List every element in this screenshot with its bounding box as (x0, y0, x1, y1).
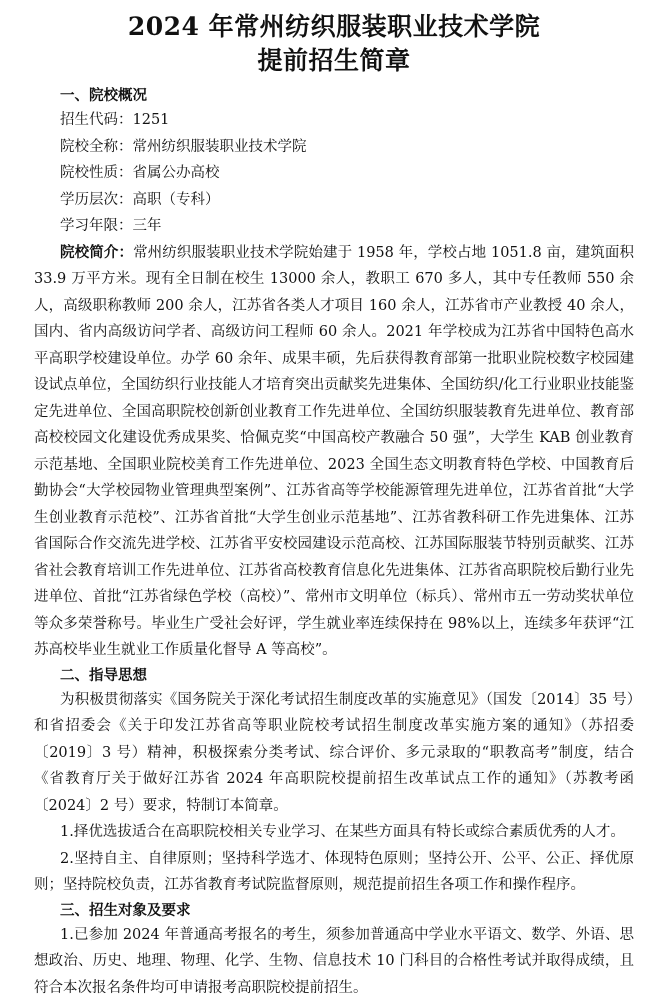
paragraph: 1.已参加 2024 年普通高考报名的考生，须参加普通高中学业水平语文、数学、外语、思想政治、历史、地理、物理、化学、生物、信息技术 10 门科目的合格性考试并取得成绩，且符合本次报名条件均可申请报考高职院校提前招生。 (34, 922, 634, 1001)
section-heading: 二、指导思想 (34, 664, 634, 687)
document-title-line1: 2024 年常州纺织服装职业技术学院 (34, 10, 634, 44)
section-heading: 三、招生对象及要求 (34, 899, 634, 922)
section-enrollment-requirements (34, 899, 634, 1001)
section-heading: 一、院校概况 (34, 84, 634, 107)
info-row-duration: 学习年限：三年 (34, 213, 634, 240)
paragraph: 2.坚持自主、自律原则；坚持科学选才、体现特色原则；坚持公开、公平、公正、择优原则；坚持院校负责，江苏省教育考试院监督原则，规范提前招生各项工作和操作程序。 (34, 846, 634, 899)
school-introduction (34, 240, 634, 664)
section-school-overview (34, 84, 634, 664)
paragraph: 1.择优选拔适合在高职院校相关专业学习、在某些方面具有特长或综合素质优秀的人才。 (34, 819, 634, 846)
paragraph: 为积极贯彻落实《国务院关于深化考试招生制度改革的实施意见》（国发〔2014〕35 号）和省招委会《关于印发江苏省高等职业院校考试招生制度改革实施方案的通知》（苏招委〔2019〕3 号）精神，积极探索分类考试、综合评价、多元录取的“职教高考”制度，结合《省教育厅关于做好江苏省 2024 年高职院校提前招生改革试点工作的通知》（苏教考函〔2024〕2 号）要求，特制订本简章。 (34, 687, 634, 820)
document-title-line2: 提前招生简章 (34, 44, 634, 78)
info-row-full-name: 院校全称：常州纺织服装职业技术学院 (34, 134, 634, 161)
intro-label: 院校简介： (60, 244, 133, 261)
info-row-nature: 院校性质：省属公办高校 (34, 160, 634, 187)
info-row-admission-code: 招生代码：1251 (34, 107, 634, 134)
info-row-level: 学历层次：高职（专科） (34, 187, 634, 214)
intro-text: 常州纺织服装职业技术学院始建于 1958 年，学校占地 1051.8 亩，建筑面积 33.9 万平方米。现有全日制在校生 13000 余人，教职工 670 多人，其中专任教师 550 余人，高级职称教师 200 余人，江苏省各类人才项目 160 余人，江苏省市产业教授 40 余人，国内、省内高级访问学者、高级访问工程师 60 余人。2021 年学校成为江苏省中国特色高水平高职学校建设单位。办学 60 余年、成果丰硕，先后获得教育部第一批职业院校数字校园建设试点单位，全国纺织行业技能人才培育突出贡献奖先进集体、全国纺织/化工行业职业技能鉴定先进单位、全国高职院校创新创业教育工作先进单位、全国纺织服装教育先进单位、教育部高校校园文化建设优秀成果奖、恰佩克奖“中国高校产教融合 50 强”，大学生 KAB 创业教育示范基地、全国职业院校美育工作先进单位、2023 全国生态文明教育特色学校、中国教育后勤协会“大学校园物业管理典型案例”、江苏省高等学校能源管理先进单位，江苏省首批“大学生创业教育示范校”、江苏省首批“大学生创业示范基地”、江苏省教科研工作先进集体、江苏省国际合作交流先进学校、江苏省平安校园建设示范高校、江苏国际服装节特别贡献奖、江苏省社会教育培训工作先进单位、江苏省高校教育信息化先进集体、江苏省高职院校后勤行业先进单位、首批“江苏省绿色学校（高校）”、常州市文明单位（标兵）、常州市五一劳动奖状单位等众多荣誉称号。毕业生广受社会好评，学生就业率连续保持在 98%以上，连续多年获评“江苏高校毕业生就业工作质量化督导 A 等高校”。 (34, 245, 634, 659)
section-guiding-principles (34, 664, 634, 899)
